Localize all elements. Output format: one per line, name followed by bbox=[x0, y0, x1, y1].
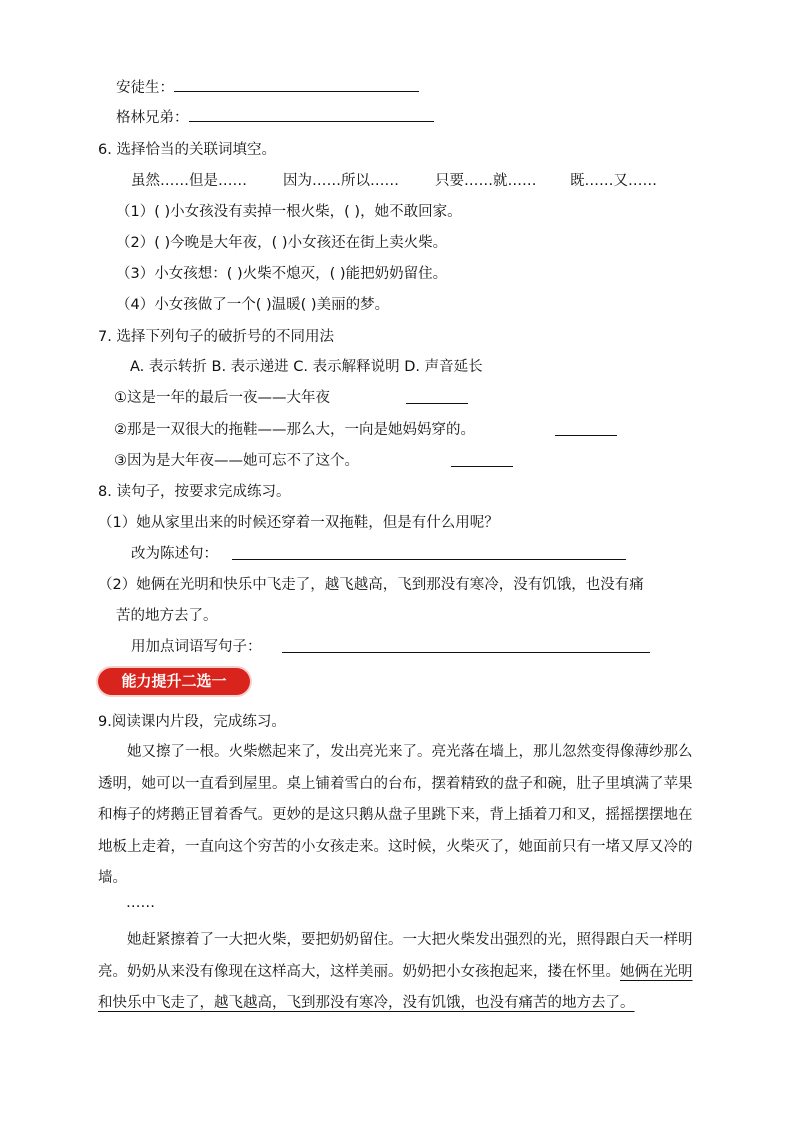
q6-options bbox=[131, 171, 657, 191]
q7-item-2-text: ②那是一双很大的拖鞋——那么大，一向是她妈妈穿的。 bbox=[114, 422, 475, 438]
q8-answer-2[interactable] bbox=[282, 637, 650, 653]
q7-answer-3[interactable] bbox=[451, 451, 513, 467]
q5-label-andersen: 安徒生： bbox=[116, 80, 174, 96]
q5-row-grimm bbox=[116, 106, 434, 128]
q9-paragraph-2-text: 她赶紧擦着了一大把火柴，要把奶奶留住。一大把火柴发出强烈的光，照得跟白天一样明亮。奶奶从来没有像现在这样高大，这样美丽。奶奶把小女孩抱起来，搂在怀里。 bbox=[98, 932, 693, 980]
q7-title: 7. 选择下列句子的破折号的不同用法 bbox=[98, 329, 334, 345]
q8-task-1 bbox=[131, 544, 218, 564]
q6-option-2: 因为……所以…… bbox=[283, 173, 399, 189]
q7-item-3-text: ③因为是大年夜——她可忘不了这个。 bbox=[114, 453, 359, 469]
q7-item-2 bbox=[114, 420, 475, 440]
q8-answer-1[interactable] bbox=[232, 544, 626, 560]
q8-task-2-label: 用加点词语写句子： bbox=[131, 639, 262, 655]
q5-label-grimm: 格林兄弟： bbox=[116, 110, 189, 126]
q6-option-4: 既……又…… bbox=[570, 173, 657, 189]
q9-paragraph-2 bbox=[98, 925, 696, 1020]
q7-options: A. 表示转折 B. 表示递进 C. 表示解释说明 D. 声音延长 bbox=[130, 359, 483, 375]
q6-item-4: （4）小女孩做了一个( )温暖( )美丽的梦。 bbox=[116, 297, 390, 313]
q6-item-1: （1）( )小女孩没有卖掉一根火柴，( )，她不敢回家。 bbox=[116, 204, 462, 220]
q6-option-3: 只要……就…… bbox=[435, 173, 537, 189]
q6-item-3: （3）小女孩想：( )火柴不熄灭，( )能把奶奶留住。 bbox=[116, 266, 448, 282]
q6-title: 6. 选择恰当的关联词填空。 bbox=[98, 142, 276, 158]
q6-item-2: （2）( )今晚是大年夜，( )小女孩还在街上卖火柴。 bbox=[116, 235, 448, 251]
q7-answer-2[interactable] bbox=[555, 420, 617, 436]
q8-sentence-2-line1: （2）她俩在光明和快乐中飞走了，越飞越高，飞到那没有寒冷，没有饥饿，也没有痛 bbox=[98, 577, 644, 593]
q8-sentence-2-line2: 苦的地方去了。 bbox=[116, 608, 218, 624]
q9-paragraph-1: 她又擦了一根。火柴燃起来了，发出亮光来了。亮光落在墙上，那儿忽然变得像薄纱那么透明，她可以一直看到屋里。桌上铺着雪白的台布，摆着精致的盘子和碗，肚子里填满了苹果和梅子的烤鹅正冒着香气。更妙的是这只鹅从盘子里跳下来，背上插着刀和叉，摇摇摆摆地在地板上走着，一直向这个穷苦的小女孩走来。这时候，火柴灭了，她面前只有一堵又厚又冷的墙。 bbox=[98, 744, 693, 886]
q8-task-2 bbox=[131, 637, 262, 657]
q8-task-1-label: 改为陈述句： bbox=[131, 546, 218, 562]
q6-option-1: 虽然……但是…… bbox=[131, 173, 247, 189]
q5-answer-grimm[interactable] bbox=[189, 106, 434, 122]
q9-ellipsis: …… bbox=[126, 895, 155, 911]
q9-paragraph-2-underlined: 她俩在光明和快乐中飞走了，越飞越高，飞到那没有寒冷，没有饥饿，也没有痛苦的地方去了。 bbox=[98, 963, 693, 1011]
q7-item-1 bbox=[114, 388, 330, 408]
q8-title: 8. 读句子，按要求完成练习。 bbox=[98, 484, 291, 500]
q7-item-3 bbox=[114, 451, 359, 471]
q9-title: 9.阅读课内片段，完成练习。 bbox=[98, 714, 286, 730]
q5-answer-andersen[interactable] bbox=[174, 76, 419, 92]
q8-sentence-1: （1）她从家里出来的时候还穿着一双拖鞋，但是有什么用呢？ bbox=[98, 515, 499, 531]
q5-row-andersen bbox=[116, 76, 419, 98]
q7-item-1-text: ①这是一年的最后一夜——大年夜 bbox=[114, 390, 330, 406]
section-banner: 能力提升二选一 bbox=[98, 668, 250, 695]
q7-answer-1[interactable] bbox=[406, 388, 468, 404]
